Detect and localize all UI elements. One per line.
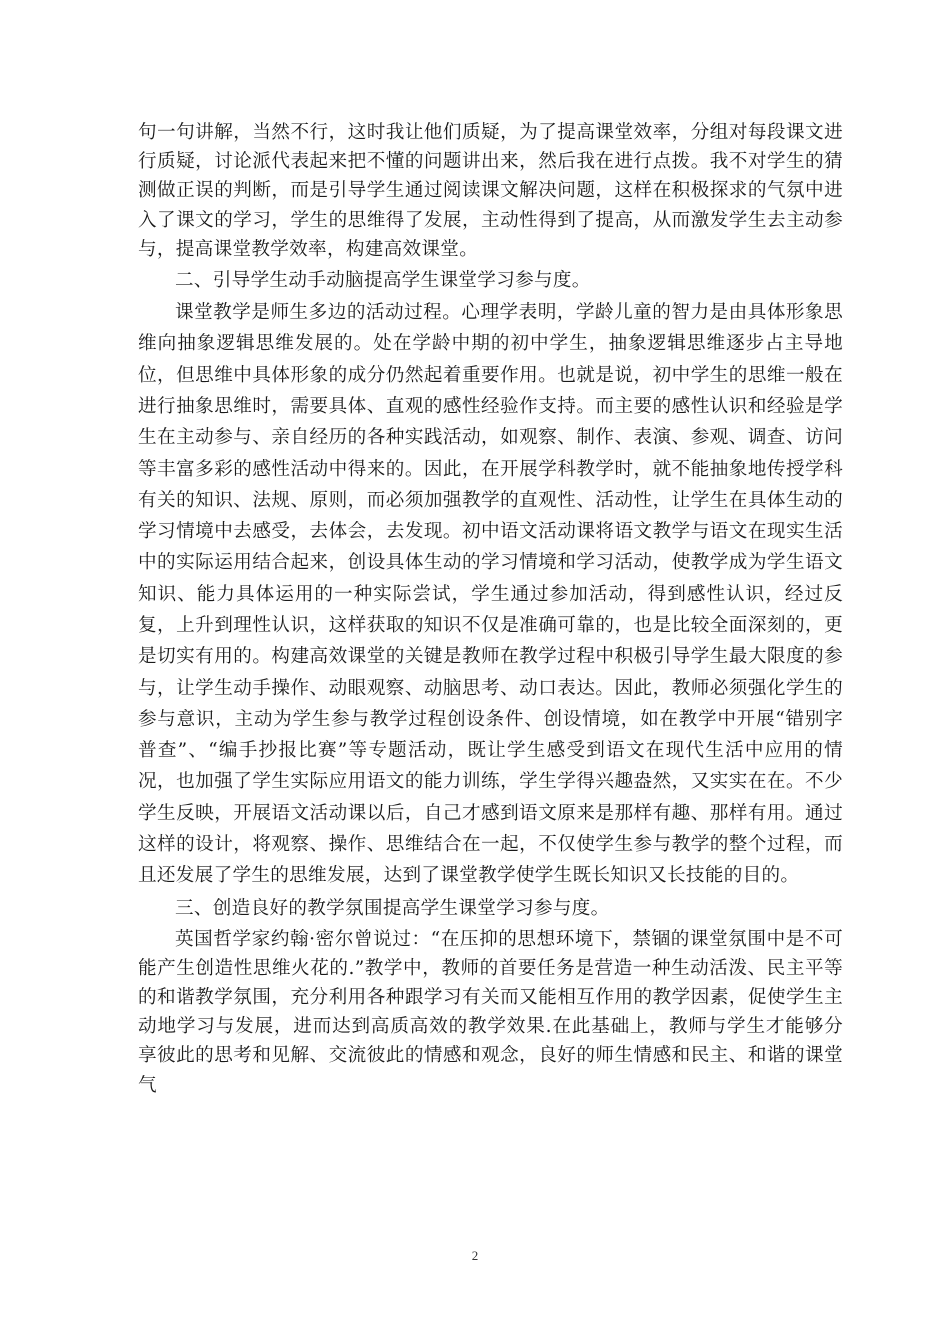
page-number: 2 [471,1248,479,1263]
paragraph-teaching-atmosphere: 英国哲学家约翰·密尔曾说过：“在压抑的思想环境下，禁锢的课堂氛围中是不可能产生创造性思维火花的.”教学中，教师的首要任务是营造一种生动活泼、民主平等的和谐教学氛围，充分利用各种跟学习有关而又能相互作用的教学因素，促使学生主动地学习与发展，进而达到高质高效的教学效果.在此基础上，教师与学生才能够分享彼此的思考和见解、交流彼此的情感和观念，良好的师生情感和民主、和谐的课堂气 [138,928,843,1096]
document-body [138,118,843,1100]
paragraph-student-participation: 课堂教学是师生多边的活动过程。心理学表明，学龄儿童的智力是由具体形象思维向抽象逻辑思维发展的。处在学龄中期的初中学生，抽象逻辑思维逐步占主导地位，但思维中具体形象的成分仍然起着重要作用。也就是说，初中学生的思维一般在进行抽象思维时，需要具体、直观的感性经验作支持。而主要的感性认识和经验是学生在主动参与、亲自经历的各种实践活动，如观察、制作、表演、参观、调查、访问等丰富多彩的感性活动中得来的。因此，在开展学科教学时，就不能抽象地传授学科有关的知识、法规、原则，而必须加强教学的直观性、活动性，让学生在具体生动的学习情境中去感受，去体会，去发现。初中语文活动课将语文教学与语文在现实生活中的实际运用结合起来，创设具体生动的学习情境和学习活动，使教学成为学生语文知识、能力具体运用的一种实际尝试，学生通过参加活动，得到感性认识，经过反复，上升到理性认识，这样获取的知识不仅是准确可靠的，也是比较全面深刻的，更是切实有用的。构建高效课堂的关键是教师在教学过程中积极引导学生最大限度的参与，让学生动手操作、动眼观察、动脑思考、动口表达。因此，教师必须强化学生的参与意识，主动为学生参与教学过程创设条件、创设情境，如在教学中开展“错别字普查”、“编手抄报比赛”等专题活动，既让学生感受到语文在现代生活中应用的情况，也加强了学生实际应用语文的能力训练，学生学得兴趣盎然，又实实在在。不少学生反映，开展语文活动课以后，自己才感到语文原来是那样有趣、那样有用。通过这样的设计，将观察、操作、思维结合在一起，不仅使学生参与教学的整个过程，而且还发展了学生的思维发展，达到了课堂教学使学生既长知识又长技能的目的。 [138,302,843,887]
section-heading-3: 三、创造良好的教学氛围提高学生课堂学习参与度。 [175,897,610,919]
section-heading-2: 二、引导学生动手动脑提高学生课堂学习参与度。 [175,270,591,292]
paragraph-continuation: 句一句讲解，当然不行，这时我让他们质疑，为了提高课堂效率，分组对每段课文进行质疑，讨论派代表起来把不懂的问题讲出来，然后我在进行点拨。我不对学生的猜测做正误的判断，而是引导学生通过阅读课文解决问题，这样在积极探求的气氛中进入了课文的学习，学生的思维得了发展，主动性得到了提高，从而激发学生去主动参与，提高课堂教学效率，构建高效课堂。 [138,122,843,260]
